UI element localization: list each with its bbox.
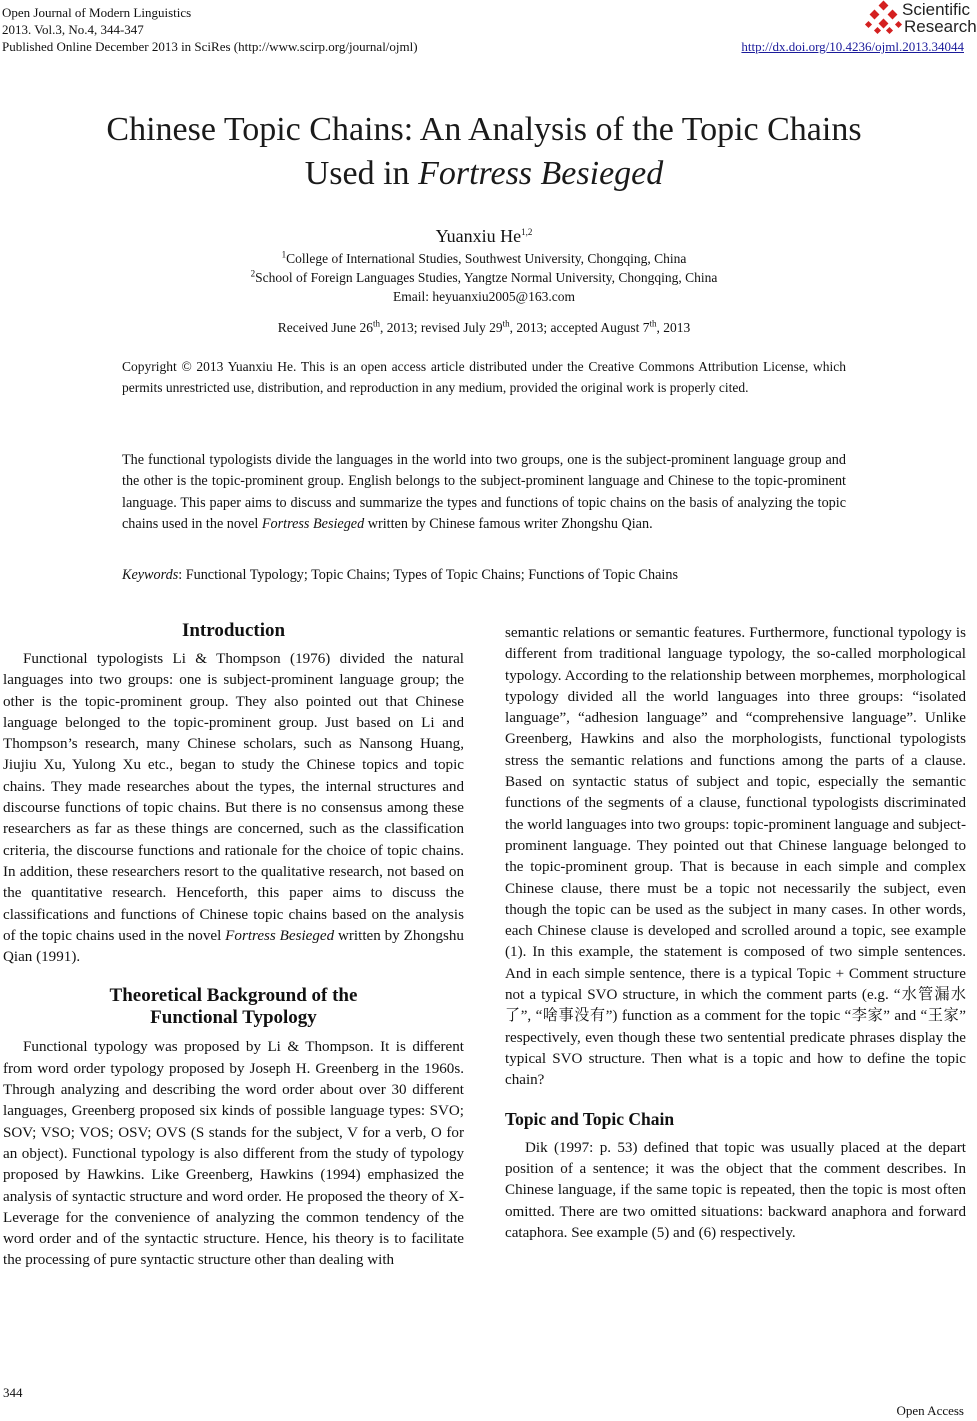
title-line-2	[0, 152, 968, 196]
article-title	[0, 108, 968, 196]
title-line-2-prefix: Used in	[304, 155, 419, 192]
title-italic: Fortress Besieged	[418, 155, 664, 192]
aff1-text: College of International Studies, Southwest University, Chongqing, China	[286, 251, 687, 266]
page-number: 344	[3, 1385, 23, 1400]
abstract	[122, 450, 846, 535]
topic-chain-heading: Topic and Topic Chain	[505, 1108, 675, 1129]
introduction-paragraph	[3, 649, 464, 968]
title-line-1: Chinese Topic Chains: An Analysis of the Topic Chains	[106, 111, 862, 148]
aff2-sup: 2	[250, 268, 256, 279]
author-name	[0, 226, 968, 247]
abstract-text-a: The functional typologists divide the languages in the world into two groups, one is the subject-prominent language group and the other is the topic-prominent group. English belongs to the subject-prominent language and Chinese to the topic-prominent language. This paper aims to discuss and summarize the types and functions of topic chains on the basis of analyzing the topic chains used in the novel	[122, 452, 846, 532]
running-header	[2, 4, 418, 55]
publisher-logo	[866, 0, 977, 38]
author-email: Email: heyuanxiu2005@163.com	[393, 289, 575, 304]
copyright-notice	[122, 356, 846, 398]
publication-info: Published Online December 2013 in SciRes (http://www.scirp.org/journal/ojml)	[2, 39, 418, 54]
right-column	[505, 623, 966, 1244]
logo-line-2: Research	[904, 17, 977, 36]
author-name-text: Yuanxiu He	[435, 226, 522, 246]
abstract-italic: Fortress Besieged	[261, 515, 365, 532]
copyright-text: Copyright © 2013 Yuanxiu He. This is an open access article distributed under the Creative Commons Attribution License, which permits unrestricted use, distribution, and reproduction in any medium, provided the original work is properly cited.	[122, 359, 846, 395]
aff1-sup: 1	[281, 249, 287, 260]
continued-paragraph: semantic relations or semantic features. Furthermore, functional typology is different from traditional language typology, the so-called morphological typology. According to the relationship between morphemes, morphological typology divided all the world languages into three groups: “isolated language”, “adhesion language” and “comprehensive language”. Unlike Greenberg, Hawkins and also the morphologists, functional typologists stress the semantic relations and functions among the parts of a clause. Based on syntactic status of subject and topic, especially the semantic functions of the segments of a clause, functional typologists discriminated the world languages into two groups: topic-prominent language and subject-prominent language. They pointed out that Chinese language belonged to the topic-prominent group. That is because in each simple and complex Chinese clause, there must be a topic not necessarily the subject, even though the topic can be used as the subject in many cases. In other words, each Chinese clause is developed and scrolled around a topic, see example (1). In this example, the statement is composed of two simple sentences. And in each simple sentence, there is a typical Topic + Comment structure not a typical SVO structure, in which the comment parts (e.g. “水管漏水了”, “啥事没有”) function as a comment for the topic “李家” and “王家” respectively, even though these two sentential predicate phrases display the typical SVO structure. Then what is a topic and how to define the topic chain?	[505, 625, 966, 1089]
intro-text-b: written by Zhongshu Qian (1991).	[3, 927, 464, 966]
received-dates	[0, 320, 968, 336]
revised-sup: th	[502, 318, 510, 329]
keywords	[122, 567, 846, 584]
intro-italic: Fortress Besieged	[225, 927, 335, 944]
author-sup: 1,2	[521, 227, 533, 237]
revised-date: , 2013; revised July 29	[379, 320, 503, 335]
theory-heading-line-2: Functional Typology	[150, 1007, 317, 1029]
doi-link[interactable]	[741, 38, 964, 55]
aff2-text: School of Foreign Languages Studies, Yangtze Normal University, Chongqing, China	[255, 270, 718, 285]
theory-paragraph: Functional typology was proposed by Li & Thompson. It is different from word order typology proposed by Joseph H. Greenberg in the 1960s. Through analyzing and describing the word order about over 30 different languages, Greenberg proposed six kinds of possible language types: SVO; SOV; VSO; VOS; OSV; OVS (S stands for the subject, V for a verb, O for an object). Functional typology is also different from the study of typology proposed by Hawkins. Like Greenberg, Hawkins (1994) emphasized the analysis of syntactic structure and word order. He proposed the theory of X-Leverage for the convenience of analyzing the common tendency of the word order and of the syntactic structure. Hence, his theory is to facilitate the processing of pure syntactic structure other than dealing with	[3, 1039, 464, 1269]
left-column	[3, 620, 464, 1272]
theory-heading	[3, 985, 464, 1029]
affiliation-1	[0, 249, 968, 268]
received-sup: th	[372, 318, 380, 329]
keywords-text: : Functional Typology; Topic Chains; Types of Topic Chains; Functions of Topic Chains	[178, 567, 678, 583]
open-access-label: Open Access	[896, 1403, 964, 1418]
affiliation-2	[0, 268, 968, 287]
volume-info: 2013. Vol.3, No.4, 344-347	[2, 22, 144, 37]
dates-tail: , 2013	[656, 320, 691, 335]
theory-heading-line-1: Theoretical Background of the	[109, 985, 358, 1007]
accepted-sup: th	[649, 318, 657, 329]
accepted-date: , 2013; accepted August 7	[509, 320, 650, 335]
doi-link-text[interactable]: http://dx.doi.org/10.4236/ojml.2013.34044	[741, 39, 964, 54]
intro-text-a: Functional typologists Li & Thompson (1976) divided the natural languages into two groups: one is subject-prominent language group; the other is the topic-prominent group. They also pointed out that Chinese language belonged to the topic-prominent group. Just based on Li and Thompson’s research, many Chinese scholars, such as Nansong Huang, Jiujiu Xu, Yulong Xu etc., began to study the Chinese topics and topic chains. They made researches about the types, the internal structures and discourse functions of topic chains. But there is no consensus among these researchers as far as these things are concerned, such as the classification criteria, the discourse functions and rationale for the choice of topic chains. In addition, these researchers resort to the qualitative research, not based on the quantitative research. Henceforth, this paper aims to discuss the classifications and functions of Chinese topic chains based on the analysis of the topic chains used in the novel	[3, 651, 464, 944]
logo-line-1: Scientific	[902, 0, 971, 19]
introduction-heading: Introduction	[181, 620, 286, 641]
scientific-research-logo-icon	[866, 2, 902, 36]
received-date: Received June 26	[277, 320, 373, 335]
abstract-text-b: written by Chinese famous writer Zhongshu Qian.	[364, 515, 653, 532]
affiliations	[0, 249, 968, 306]
keywords-label: Keywords	[122, 567, 179, 583]
topic-chain-paragraph: Dik (1997: p. 53) defined that topic was usually placed at the depart position of a sentence; it was the object that the comment describes. In Chinese language, if the same topic is repeated, then the topic is most often omitted. There are two omitted situations: backward anaphora and forward cataphora. See example (5) and (6) respectively.	[505, 1139, 966, 1242]
journal-name: Open Journal of Modern Linguistics	[2, 5, 192, 20]
